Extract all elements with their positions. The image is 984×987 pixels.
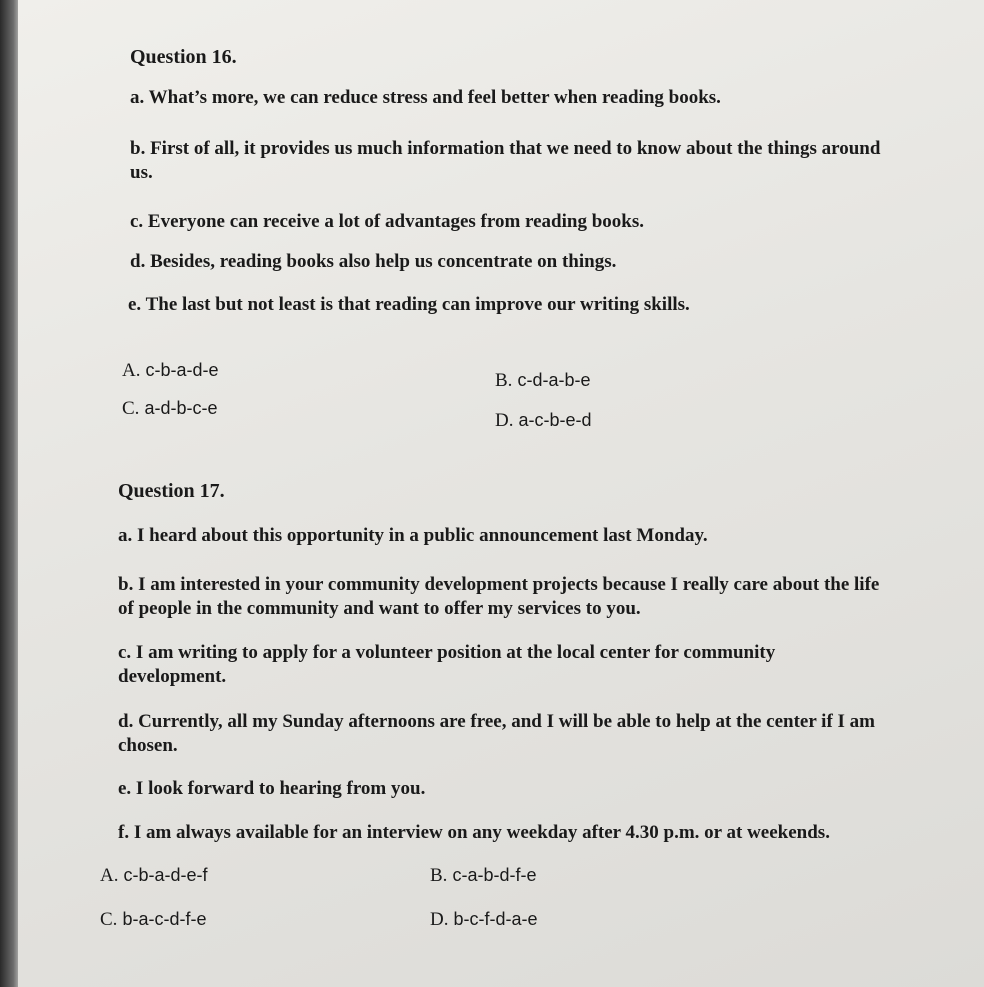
q16-statement-c: c. Everyone can receive a lot of advantages from reading books. (130, 211, 645, 232)
q16-statement-b: b. First of all, it provides us much information that we need to know about the things around us. (130, 138, 881, 183)
q17-statement-e: e. I look forward to hearing from you. (118, 778, 426, 799)
q16-option-c[interactable]: C. a-d-b-c-e (122, 398, 218, 419)
q17-option-d[interactable]: D. b-c-f-d-a-e (430, 909, 538, 930)
q17-statement-f: f. I am always available for an interview on any weekday after 4.30 p.m. or at weekends. (118, 822, 830, 843)
q17-option-c[interactable]: C. b-a-c-d-f-e (100, 909, 207, 930)
q17-option-b[interactable]: B. c-a-b-d-f-e (430, 865, 537, 886)
q17-option-a[interactable]: A. c-b-a-d-e-f (100, 865, 208, 886)
question-17-title: Question 17. (118, 480, 225, 502)
q16-statement-d: d. Besides, reading books also help us concentrate on things. (130, 251, 617, 272)
q16-option-b[interactable]: B. c-d-a-b-e (495, 370, 591, 391)
q17-statement-d: d. Currently, all my Sunday afternoons are free, and I will be able to help at the center if I am chosen. (118, 711, 875, 756)
q16-option-a[interactable]: A. c-b-a-d-e (122, 360, 219, 381)
q17-statement-b: b. I am interested in your community development projects because I really care about the life of people in the community and want to offer my services to you. (118, 574, 880, 619)
q16-statement-a: a. What’s more, we can reduce stress and feel better when reading books. (130, 87, 721, 108)
q16-statement-e: e. The last but not least is that reading can improve our writing skills. (128, 294, 690, 315)
q17-statement-a: a. I heard about this opportunity in a public announcement last Monday. (118, 525, 708, 546)
question-16-title: Question 16. (130, 46, 237, 68)
q17-statement-c: c. I am writing to apply for a volunteer position at the local center for community development. (118, 642, 776, 687)
q16-option-d[interactable]: D. a-c-b-e-d (495, 410, 592, 431)
